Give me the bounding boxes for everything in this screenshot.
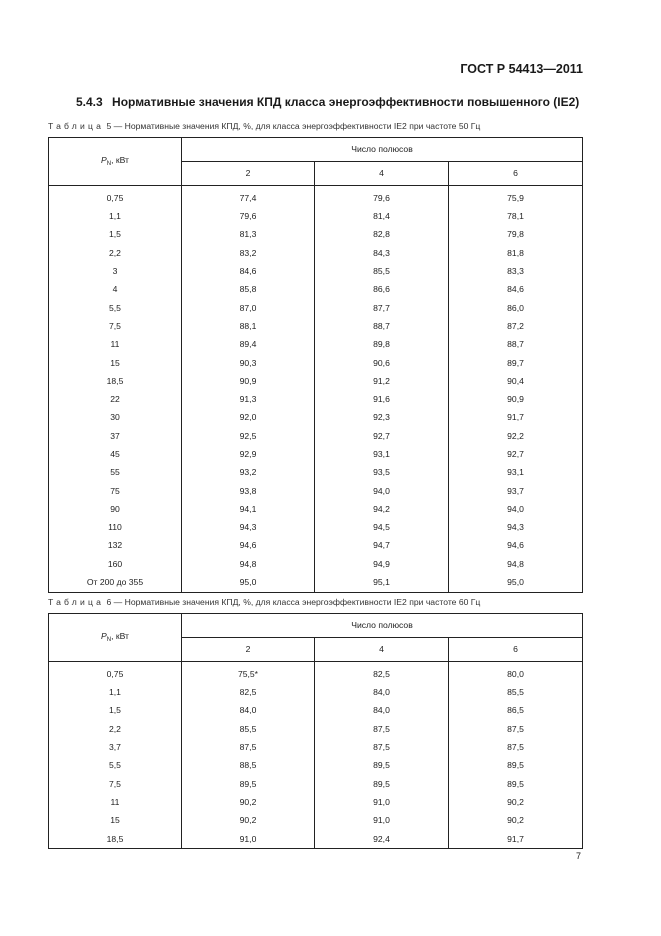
efficiency-cell: 89,8 (315, 335, 449, 353)
efficiency-cell: 93,1 (315, 445, 449, 463)
table6 (48, 613, 583, 849)
efficiency-cell: 89,5 (182, 775, 315, 793)
efficiency-cell: 79,8 (449, 226, 583, 244)
efficiency-cell: 87,5 (182, 738, 315, 756)
efficiency-cell: 78,1 (449, 207, 583, 225)
efficiency-cell: 89,5 (449, 775, 583, 793)
efficiency-cell: 79,6 (315, 186, 449, 208)
efficiency-cell: 89,5 (449, 756, 583, 774)
table-row (49, 226, 583, 244)
page-number: 7 (575, 851, 581, 861)
efficiency-cell: 94,7 (315, 537, 449, 555)
power-cell: 4 (49, 280, 182, 298)
table5-pole-6: 6 (449, 162, 583, 186)
efficiency-cell: 87,7 (315, 299, 449, 317)
efficiency-cell: 91,0 (315, 793, 449, 811)
power-cell: 3,7 (49, 738, 182, 756)
table-row (49, 262, 583, 280)
table-row (49, 299, 583, 317)
table-row (49, 756, 583, 774)
efficiency-cell: 90,3 (182, 354, 315, 372)
table-row (49, 280, 583, 298)
power-cell: 7,5 (49, 775, 182, 793)
efficiency-cell: 94,1 (182, 500, 315, 518)
efficiency-cell: 75,5* (182, 662, 315, 684)
power-cell: 110 (49, 518, 182, 536)
power-cell: 90 (49, 500, 182, 518)
efficiency-cell: 91,3 (182, 390, 315, 408)
table5-caption (48, 121, 480, 131)
table-row (49, 683, 583, 701)
power-cell: 2,2 (49, 244, 182, 262)
efficiency-cell: 85,5 (449, 683, 583, 701)
efficiency-cell: 87,2 (449, 317, 583, 335)
efficiency-cell: 91,6 (315, 390, 449, 408)
table5-pole-4: 4 (315, 162, 449, 186)
power-cell: 11 (49, 335, 182, 353)
table5-caption-label: Таблица (48, 121, 105, 131)
efficiency-cell: 87,5 (315, 738, 449, 756)
table6-caption-label: Таблица (48, 597, 105, 607)
table-row (49, 793, 583, 811)
efficiency-cell: 87,0 (182, 299, 315, 317)
table-row (49, 317, 583, 335)
table-row (49, 537, 583, 555)
table-row (49, 775, 583, 793)
power-cell: 132 (49, 537, 182, 555)
table-row (49, 738, 583, 756)
efficiency-cell: 83,3 (449, 262, 583, 280)
table5-pole-2: 2 (182, 162, 315, 186)
efficiency-cell: 85,5 (182, 720, 315, 738)
efficiency-cell: 94,9 (315, 555, 449, 573)
efficiency-cell: 90,2 (182, 811, 315, 829)
efficiency-cell: 92,3 (315, 409, 449, 427)
efficiency-cell: 75,9 (449, 186, 583, 208)
power-cell: 18,5 (49, 830, 182, 849)
efficiency-cell: 82,5 (182, 683, 315, 701)
efficiency-cell: 80,0 (449, 662, 583, 684)
power-cell: 2,2 (49, 720, 182, 738)
table-row (49, 244, 583, 262)
power-cell: 160 (49, 555, 182, 573)
efficiency-cell: 90,6 (315, 354, 449, 372)
table-row (49, 702, 583, 720)
efficiency-cell: 81,4 (315, 207, 449, 225)
efficiency-cell: 94,5 (315, 518, 449, 536)
power-cell: 15 (49, 354, 182, 372)
efficiency-cell: 81,3 (182, 226, 315, 244)
efficiency-cell: 77,4 (182, 186, 315, 208)
power-cell: 3 (49, 262, 182, 280)
efficiency-cell: 91,7 (449, 830, 583, 849)
efficiency-cell: 90,2 (449, 793, 583, 811)
table-row (49, 335, 583, 353)
table-row (49, 445, 583, 463)
power-cell: 1,5 (49, 226, 182, 244)
efficiency-cell: 91,0 (182, 830, 315, 849)
power-cell: 55 (49, 463, 182, 481)
efficiency-cell: 94,0 (315, 482, 449, 500)
table-row (49, 482, 583, 500)
efficiency-cell: 91,7 (449, 409, 583, 427)
efficiency-cell: 85,5 (315, 262, 449, 280)
table-row (49, 720, 583, 738)
efficiency-cell: 81,8 (449, 244, 583, 262)
efficiency-cell: 90,4 (449, 372, 583, 390)
efficiency-cell: 91,2 (315, 372, 449, 390)
efficiency-cell: 94,8 (449, 555, 583, 573)
table6-pole-2: 2 (182, 638, 315, 662)
power-cell: 7,5 (49, 317, 182, 335)
table6-caption (48, 597, 480, 607)
power-cell: 45 (49, 445, 182, 463)
section-title-text: Нормативные значения КПД класса энергоэффективности повышенного (IE2) (112, 95, 580, 109)
efficiency-cell: 93,5 (315, 463, 449, 481)
efficiency-cell: 84,0 (182, 702, 315, 720)
table5 (48, 137, 583, 593)
power-cell: 30 (49, 409, 182, 427)
efficiency-cell: 85,8 (182, 280, 315, 298)
efficiency-cell: 84,0 (315, 702, 449, 720)
table-row (49, 500, 583, 518)
power-cell: От 200 до 355 (49, 573, 182, 592)
efficiency-cell: 94,3 (182, 518, 315, 536)
efficiency-cell: 86,0 (449, 299, 583, 317)
efficiency-cell: 92,7 (449, 445, 583, 463)
efficiency-cell: 86,5 (449, 702, 583, 720)
efficiency-cell: 94,6 (182, 537, 315, 555)
power-cell: 5,5 (49, 756, 182, 774)
efficiency-cell: 93,7 (449, 482, 583, 500)
table-row (49, 662, 583, 684)
efficiency-cell: 79,6 (182, 207, 315, 225)
table-row (49, 830, 583, 849)
efficiency-cell: 89,7 (449, 354, 583, 372)
efficiency-cell: 84,3 (315, 244, 449, 262)
power-cell: 1,1 (49, 683, 182, 701)
table-row (49, 573, 583, 592)
table-row (49, 390, 583, 408)
table-row (49, 518, 583, 536)
table-row (49, 354, 583, 372)
table-row (49, 427, 583, 445)
standard-designation: ГОСТ Р 54413—2011 (460, 62, 583, 76)
table5-caption-text: 5 — Нормативные значения КПД, %, для класса энергоэффективности IE2 при частоте 50 Гц (106, 121, 481, 131)
table6-pole-6: 6 (449, 638, 583, 662)
efficiency-cell: 91,0 (315, 811, 449, 829)
table6-poles-header: Число полюсов (182, 614, 583, 638)
efficiency-cell: 84,6 (449, 280, 583, 298)
table6-power-header: $P_N$, кВт (49, 614, 182, 662)
efficiency-cell: 90,9 (182, 372, 315, 390)
efficiency-cell: 93,8 (182, 482, 315, 500)
efficiency-cell: 89,5 (315, 756, 449, 774)
efficiency-cell: 87,5 (315, 720, 449, 738)
efficiency-cell: 94,3 (449, 518, 583, 536)
efficiency-cell: 84,6 (182, 262, 315, 280)
efficiency-cell: 92,7 (315, 427, 449, 445)
efficiency-cell: 86,6 (315, 280, 449, 298)
efficiency-cell: 89,5 (315, 775, 449, 793)
efficiency-cell: 93,2 (182, 463, 315, 481)
efficiency-cell: 94,8 (182, 555, 315, 573)
efficiency-cell: 90,2 (449, 811, 583, 829)
efficiency-cell: 94,2 (315, 500, 449, 518)
power-cell: 1,1 (49, 207, 182, 225)
table6-pole-4: 4 (315, 638, 449, 662)
efficiency-cell: 82,5 (315, 662, 449, 684)
efficiency-cell: 92,5 (182, 427, 315, 445)
power-cell: 0,75 (49, 186, 182, 208)
table5-power-header: $P_N$, кВт (49, 138, 182, 186)
power-cell: 11 (49, 793, 182, 811)
efficiency-cell: 90,9 (449, 390, 583, 408)
efficiency-cell: 95,0 (449, 573, 583, 592)
power-cell: 5,5 (49, 299, 182, 317)
table-row (49, 555, 583, 573)
efficiency-cell: 89,4 (182, 335, 315, 353)
table-row (49, 811, 583, 829)
power-cell: 18,5 (49, 372, 182, 390)
efficiency-cell: 82,8 (315, 226, 449, 244)
table5-poles-header: Число полюсов (182, 138, 583, 162)
efficiency-cell: 95,1 (315, 573, 449, 592)
efficiency-cell: 87,5 (449, 720, 583, 738)
efficiency-cell: 88,1 (182, 317, 315, 335)
power-cell: 1,5 (49, 702, 182, 720)
efficiency-cell: 92,9 (182, 445, 315, 463)
efficiency-cell: 93,1 (449, 463, 583, 481)
efficiency-cell: 95,0 (182, 573, 315, 592)
efficiency-cell: 88,7 (449, 335, 583, 353)
table-row (49, 463, 583, 481)
efficiency-cell: 90,2 (182, 793, 315, 811)
efficiency-cell: 83,2 (182, 244, 315, 262)
power-cell: 0,75 (49, 662, 182, 684)
power-cell: 37 (49, 427, 182, 445)
efficiency-cell: 88,7 (315, 317, 449, 335)
section-number: 5.4.3 (76, 95, 103, 109)
table6-caption-text: 6 — Нормативные значения КПД, %, для класса энергоэффективности IE2 при частоте 60 Гц (106, 597, 481, 607)
efficiency-cell: 87,5 (449, 738, 583, 756)
efficiency-cell: 92,2 (449, 427, 583, 445)
efficiency-cell: 92,4 (315, 830, 449, 849)
efficiency-cell: 94,0 (449, 500, 583, 518)
table-row (49, 186, 583, 208)
table-row (49, 409, 583, 427)
table-row (49, 372, 583, 390)
section-heading (76, 95, 579, 109)
power-cell: 15 (49, 811, 182, 829)
efficiency-cell: 88,5 (182, 756, 315, 774)
efficiency-cell: 94,6 (449, 537, 583, 555)
power-cell: 22 (49, 390, 182, 408)
efficiency-cell: 92,0 (182, 409, 315, 427)
table-row (49, 207, 583, 225)
power-cell: 75 (49, 482, 182, 500)
efficiency-cell: 84,0 (315, 683, 449, 701)
